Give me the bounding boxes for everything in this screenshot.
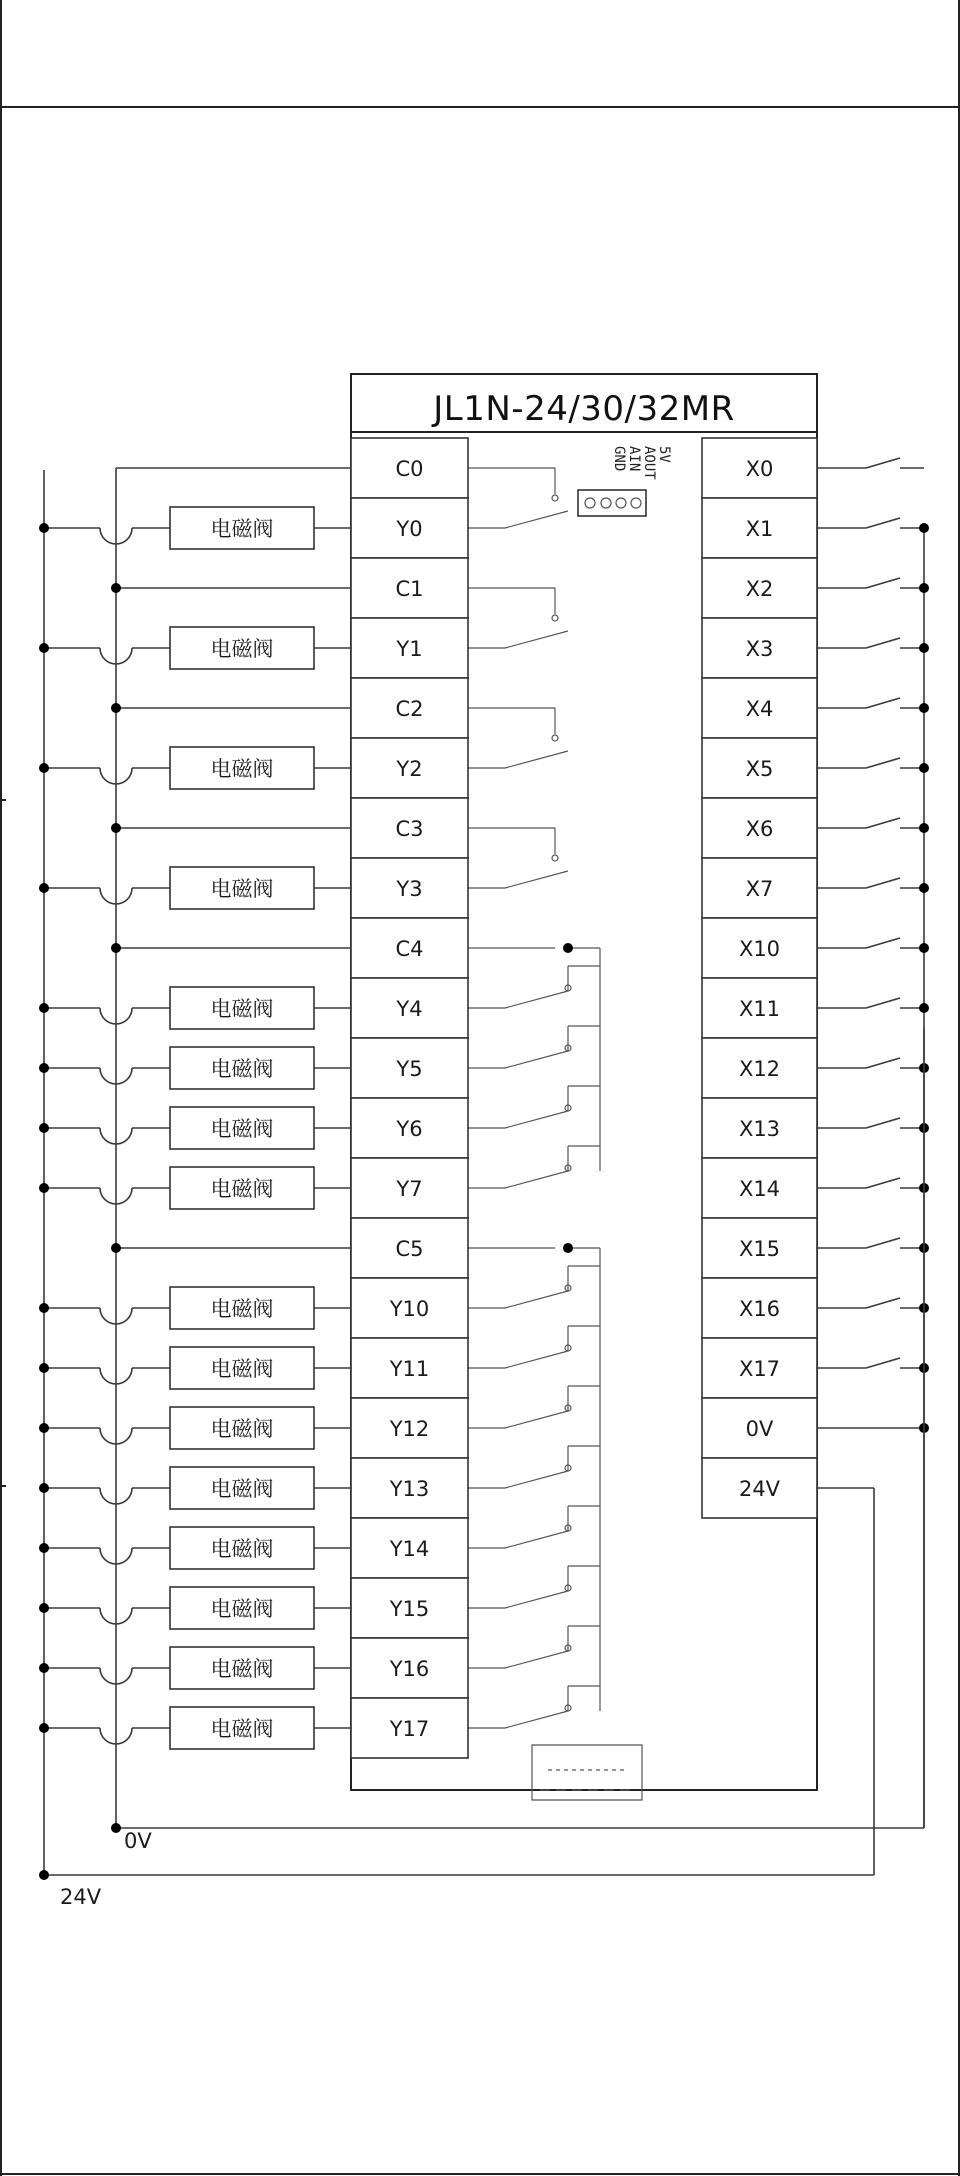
valve-dot-y1	[39, 643, 49, 653]
valve-dot-y3	[39, 883, 49, 893]
output-terminal-y2	[351, 738, 468, 798]
input-switch	[866, 638, 900, 648]
input-terminal-label: X3	[745, 637, 774, 661]
solenoid-valve-y14	[170, 1527, 314, 1569]
input-dot-x5	[919, 763, 929, 773]
output-terminal-y5	[351, 1038, 468, 1098]
input-switch	[866, 578, 900, 588]
plc-model-title: JL1N-24/30/32MR	[433, 389, 735, 429]
relay-contact	[505, 991, 568, 1008]
solenoid-valve-y1	[170, 627, 314, 669]
output-terminal-label: Y14	[389, 1537, 430, 1561]
input-terminal-x1	[702, 498, 817, 558]
valve-dot-y2	[39, 763, 49, 773]
relay-contact	[505, 1291, 568, 1308]
group-common-dot-c5	[563, 1243, 573, 1253]
output-terminal-label: Y2	[396, 757, 423, 781]
supply-0v-dot	[111, 1823, 121, 1833]
input-terminal-label: X1	[745, 517, 774, 541]
output-terminal-y3	[351, 858, 468, 918]
relay-contact	[505, 1651, 568, 1668]
input-switch	[866, 1358, 900, 1368]
output-terminal-c3	[351, 798, 468, 858]
relay-contact	[505, 631, 568, 648]
solenoid-valve-label: 电磁阀	[210, 1417, 274, 1441]
input-terminal-x2	[702, 558, 817, 618]
valve-dot-y11	[39, 1363, 49, 1373]
input-terminal-x0	[702, 438, 817, 498]
input-terminal-0v	[702, 1398, 817, 1458]
input-terminal-x16	[702, 1278, 817, 1338]
solenoid-valve-y15	[170, 1587, 314, 1629]
solenoid-valve-y0	[170, 507, 314, 549]
output-terminal-y7	[351, 1158, 468, 1218]
input-dot-x2	[919, 583, 929, 593]
input-terminal-label: X14	[738, 1177, 781, 1201]
input-terminal-label: 0V	[745, 1417, 774, 1441]
input-switch	[866, 938, 900, 948]
input-dot-x11	[919, 1003, 929, 1013]
input-terminal-label: X15	[738, 1237, 781, 1261]
programming-port	[532, 1745, 642, 1800]
analog-connector	[578, 446, 672, 516]
solenoid-valve-y10	[170, 1287, 314, 1329]
valve-dot-y6	[39, 1123, 49, 1133]
aux-label-gnd: GND	[611, 446, 627, 472]
solenoid-valve-y13	[170, 1467, 314, 1509]
input-switch	[866, 1058, 900, 1068]
solenoid-valve-label: 电磁阀	[210, 1297, 274, 1321]
output-terminal-label: Y16	[389, 1657, 430, 1681]
solenoid-valve-label: 电磁阀	[210, 1357, 274, 1381]
aux-label-aout: AOUT	[641, 446, 657, 480]
output-terminal-label: Y1	[396, 637, 423, 661]
input-dot-x7	[919, 883, 929, 893]
input-terminal-x6	[702, 798, 817, 858]
output-terminal-y4	[351, 978, 468, 1038]
input-terminal-label: X6	[745, 817, 774, 841]
output-terminal-y10	[351, 1278, 468, 1338]
output-terminal-label: Y7	[396, 1177, 423, 1201]
relay-contact	[505, 511, 568, 528]
output-terminal-c5	[351, 1218, 468, 1278]
relay-contact	[505, 1171, 568, 1188]
input-terminal-label: X12	[738, 1057, 781, 1081]
contact-pivot	[552, 495, 558, 501]
solenoid-valve-label: 电磁阀	[210, 1597, 274, 1621]
valve-dot-y16	[39, 1663, 49, 1673]
supply-24v-dot	[39, 1870, 49, 1880]
input-dot-x6	[919, 823, 929, 833]
solenoid-valve-label: 电磁阀	[210, 997, 274, 1021]
input-terminal-label: X4	[745, 697, 774, 721]
input-terminal-label: X16	[738, 1297, 781, 1321]
solenoid-valve-label: 电磁阀	[210, 1117, 274, 1141]
output-terminal-y6	[351, 1098, 468, 1158]
output-terminal-label: Y0	[396, 517, 423, 541]
output-terminal-label: C0	[395, 457, 424, 481]
common-dot-c4	[111, 943, 121, 953]
input-terminal-x14	[702, 1158, 817, 1218]
input-terminal-label: X7	[745, 877, 774, 901]
input-terminal-x10	[702, 918, 817, 978]
solenoid-valve-label: 电磁阀	[210, 877, 274, 901]
output-terminal-label: Y10	[389, 1297, 430, 1321]
input-switch	[866, 878, 900, 888]
common-dot-c3	[111, 823, 121, 833]
input-terminal-x17	[702, 1338, 817, 1398]
relay-contact	[505, 1411, 568, 1428]
output-terminal-c4	[351, 918, 468, 978]
solenoid-valve-y16	[170, 1647, 314, 1689]
output-terminal-label: Y6	[396, 1117, 423, 1141]
solenoid-valve-label: 电磁阀	[210, 637, 274, 661]
output-terminal-label: Y13	[389, 1477, 430, 1501]
input-terminal-x13	[702, 1098, 817, 1158]
common-dot-c1	[111, 583, 121, 593]
input-dot-x4	[919, 703, 929, 713]
valve-dot-y14	[39, 1543, 49, 1553]
output-terminal-label: Y3	[396, 877, 423, 901]
input-terminal-x4	[702, 678, 817, 738]
input-terminal-label: X2	[745, 577, 774, 601]
group-common-dot-c4	[563, 943, 573, 953]
relay-contact	[505, 1531, 568, 1548]
input-terminal-x5	[702, 738, 817, 798]
valve-dot-y4	[39, 1003, 49, 1013]
solenoid-valve-label: 电磁阀	[210, 1657, 274, 1681]
solenoid-valve-label: 电磁阀	[210, 1717, 274, 1741]
relay-contact	[505, 1351, 568, 1368]
input-switch	[866, 1118, 900, 1128]
output-terminal-label: C2	[395, 697, 424, 721]
input-switch	[866, 998, 900, 1008]
input-switch	[866, 818, 900, 828]
solenoid-valve-y12	[170, 1407, 314, 1449]
input-terminal-label: X10	[738, 937, 781, 961]
relay-contact	[505, 1591, 568, 1608]
solenoid-valve-y7	[170, 1167, 314, 1209]
input-switch	[866, 1178, 900, 1188]
output-terminal-label: Y17	[389, 1717, 430, 1741]
input-switch	[866, 698, 900, 708]
output-terminal-label: Y5	[396, 1057, 423, 1081]
output-terminal-y11	[351, 1338, 468, 1398]
solenoid-valve-label: 电磁阀	[210, 1477, 274, 1501]
aux-label-5v: 5V	[656, 446, 672, 463]
solenoid-valve-y17	[170, 1707, 314, 1749]
output-terminal-y13	[351, 1458, 468, 1518]
contact-pivot	[552, 735, 558, 741]
solenoid-valve-y5	[170, 1047, 314, 1089]
input-terminal-label: X13	[738, 1117, 781, 1141]
solenoid-valve-label: 电磁阀	[210, 517, 274, 541]
aux-label-ain: AIN	[626, 446, 642, 472]
relay-contact	[505, 1471, 568, 1488]
input-switch	[866, 1238, 900, 1248]
output-terminal-c1	[351, 558, 468, 618]
output-terminal-label: C5	[395, 1237, 424, 1261]
output-terminal-label: Y12	[389, 1417, 430, 1441]
input-dot-x1	[919, 523, 929, 533]
output-terminal-label: C4	[395, 937, 424, 961]
relay-contact	[505, 871, 568, 888]
output-terminal-label: Y15	[389, 1597, 430, 1621]
valve-dot-y7	[39, 1183, 49, 1193]
input-switch	[866, 758, 900, 768]
input-switch	[866, 458, 900, 468]
relay-contact	[505, 751, 568, 768]
solenoid-valve-y11	[170, 1347, 314, 1389]
output-terminal-y16	[351, 1638, 468, 1698]
input-switch	[866, 1298, 900, 1308]
output-terminal-label: Y4	[396, 997, 423, 1021]
supply-24v-label: 24V	[60, 1885, 102, 1909]
output-terminal-c0	[351, 438, 468, 498]
input-terminal-24v	[702, 1458, 817, 1518]
output-terminal-y15	[351, 1578, 468, 1638]
solenoid-valve-y4	[170, 987, 314, 1029]
terminal-layer	[170, 438, 817, 1758]
valve-dot-y17	[39, 1723, 49, 1733]
common-dot-c5	[111, 1243, 121, 1253]
output-terminal-y0	[351, 498, 468, 558]
output-terminal-label: Y11	[389, 1357, 430, 1381]
input-terminal-label: X5	[745, 757, 774, 781]
input-terminal-x7	[702, 858, 817, 918]
input-terminal-label: X17	[738, 1357, 781, 1381]
valve-dot-y5	[39, 1063, 49, 1073]
contact-pivot	[552, 855, 558, 861]
supply-0v-label: 0V	[124, 1829, 152, 1853]
solenoid-valve-label: 电磁阀	[210, 1537, 274, 1561]
output-terminal-label: C1	[395, 577, 424, 601]
output-terminal-y17	[351, 1698, 468, 1758]
solenoid-valve-label: 电磁阀	[210, 1057, 274, 1081]
valve-dot-y13	[39, 1483, 49, 1493]
input-terminal-label: 24V	[738, 1477, 781, 1501]
output-terminal-c2	[351, 678, 468, 738]
output-terminal-label: C3	[395, 817, 424, 841]
solenoid-valve-y3	[170, 867, 314, 909]
output-terminal-y1	[351, 618, 468, 678]
relay-contact	[505, 1111, 568, 1128]
input-terminal-x11	[702, 978, 817, 1038]
input-terminal-label: X11	[738, 997, 781, 1021]
common-dot-c2	[111, 703, 121, 713]
output-terminal-y14	[351, 1518, 468, 1578]
solenoid-valve-label: 电磁阀	[210, 757, 274, 781]
input-dot-x10	[919, 943, 929, 953]
contact-pivot	[552, 615, 558, 621]
valve-dot-y12	[39, 1423, 49, 1433]
input-terminal-x15	[702, 1218, 817, 1278]
valve-dot-y15	[39, 1603, 49, 1613]
input-dot-x3	[919, 643, 929, 653]
valve-dot-y0	[39, 523, 49, 533]
output-terminal-y12	[351, 1398, 468, 1458]
relay-contact	[505, 1711, 568, 1728]
solenoid-valve-y2	[170, 747, 314, 789]
relay-contact	[505, 1051, 568, 1068]
input-terminal-x12	[702, 1038, 817, 1098]
input-switch	[866, 518, 900, 528]
input-terminal-x3	[702, 618, 817, 678]
solenoid-valve-label: 电磁阀	[210, 1177, 274, 1201]
input-terminal-label: X0	[745, 457, 774, 481]
solenoid-valve-y6	[170, 1107, 314, 1149]
valve-dot-y10	[39, 1303, 49, 1313]
